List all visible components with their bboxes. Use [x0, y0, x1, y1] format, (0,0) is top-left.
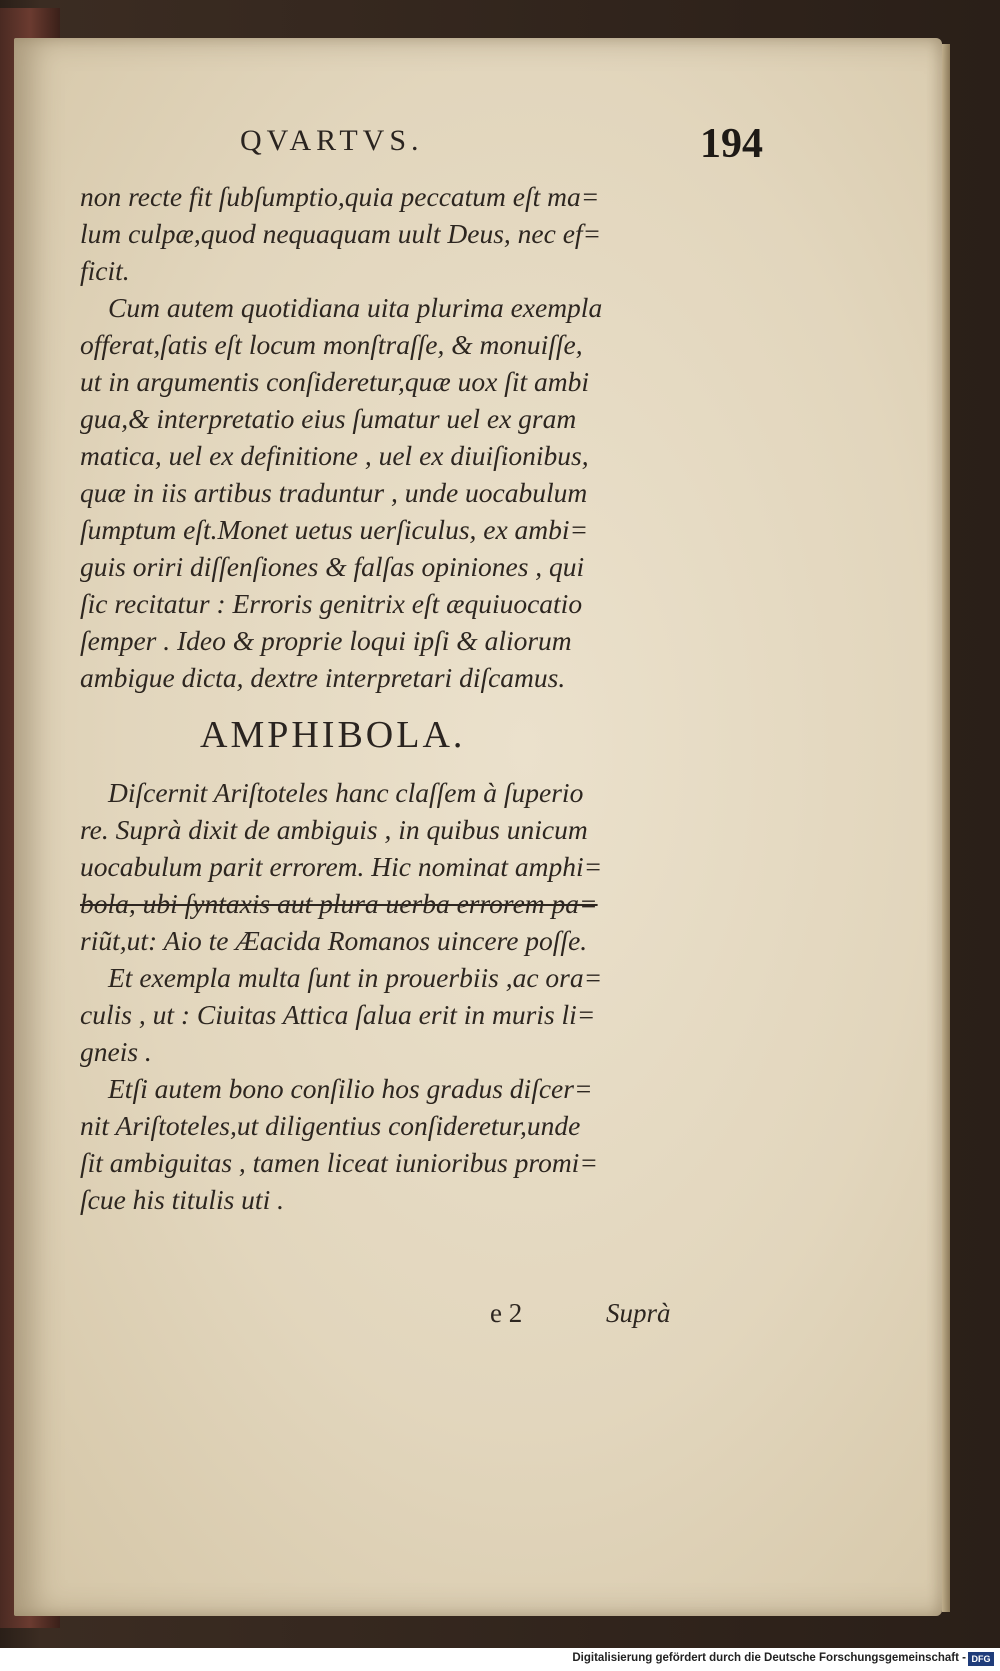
text-line: uocabulum parit errorem. Hic nominat amphi=	[80, 851, 603, 882]
running-title: QVARTVS.	[240, 124, 424, 157]
text-line: lum culpæ,quod nequaquam uult Deus, nec ef=	[80, 218, 602, 249]
text-line: quæ in iis artibus traduntur , unde uocabulum	[80, 477, 588, 508]
text-line: ſit ambiguitas , tamen liceat iunioribus promi=	[80, 1147, 598, 1178]
footer-bar	[0, 1648, 1000, 1671]
text-line: ſemper . Ideo & proprie loqui ipſi & aliorum	[80, 625, 572, 656]
text-line: nit Ariſtoteles,ut diligentius conſideretur,unde	[80, 1110, 581, 1141]
text-line: ſumptum eſt.Monet uetus uerſiculus, ex ambi=	[80, 514, 589, 545]
text-line: ſcue his titulis uti .	[80, 1184, 284, 1215]
text-line: Diſcernit Ariſtoteles hanc claſſem à ſuperio	[108, 777, 584, 808]
text-line: Etſi autem bono conſilio hos gradus diſcer=	[108, 1073, 593, 1104]
dfg-logo-icon: DFG	[968, 1652, 994, 1666]
text-line: culis , ut : Ciuitas Attica ſalua erit in muris li=	[80, 999, 596, 1030]
text-line: gua,& interpretatio eius ſumatur uel ex gram	[80, 403, 577, 434]
folio-number: 194	[700, 121, 763, 167]
struck-text-line: bola, ubi ſyntaxis aut plura uerba errorem pa=	[80, 888, 598, 919]
text-line: ſic recitatur : Erroris genitrix eſt æquiuocatio	[80, 588, 583, 619]
text-line: offerat,ſatis eſt locum monſtraſſe, & monuiſſe,	[80, 329, 583, 360]
text-line: ambigue dicta, dextre interpretari diſcamus.	[80, 662, 566, 693]
page-header	[240, 121, 770, 174]
catchword: Suprà	[606, 1298, 671, 1328]
text-line: ficit.	[80, 255, 130, 286]
text-line: ut in argumentis conſideretur,quæ uox ſit ambi	[80, 366, 589, 397]
signature-mark: e 2	[490, 1298, 523, 1328]
text-line: Et exempla multa ſunt in prouerbiis ,ac ora=	[108, 962, 603, 993]
text-line: Cum autem quotidiana uita plurima exempla	[108, 292, 603, 323]
page-fore-edge	[942, 44, 950, 1612]
section-heading: AMPHIBOLA.	[200, 714, 466, 756]
text-line: re. Suprà dixit de ambiguis , in quibus unicum	[80, 814, 588, 845]
text-line: non recte fit ſubſumptio,quia peccatum eſt ma=	[80, 181, 600, 212]
text-line: riũt,ut: Aio te Æacida Romanos uincere poſſe.	[80, 925, 588, 956]
text-line: matica, uel ex definitione , uel ex diuiſionibus,	[80, 440, 589, 471]
page-text	[80, 178, 692, 1218]
footer-credit: Digitalisierung gefördert durch die Deutsche Forschungsgemeinschaft -	[572, 1652, 966, 1664]
text-line: guis oriri diſſenſiones & falſas opiniones , qui	[80, 551, 585, 582]
text-line: gneis .	[80, 1036, 152, 1067]
